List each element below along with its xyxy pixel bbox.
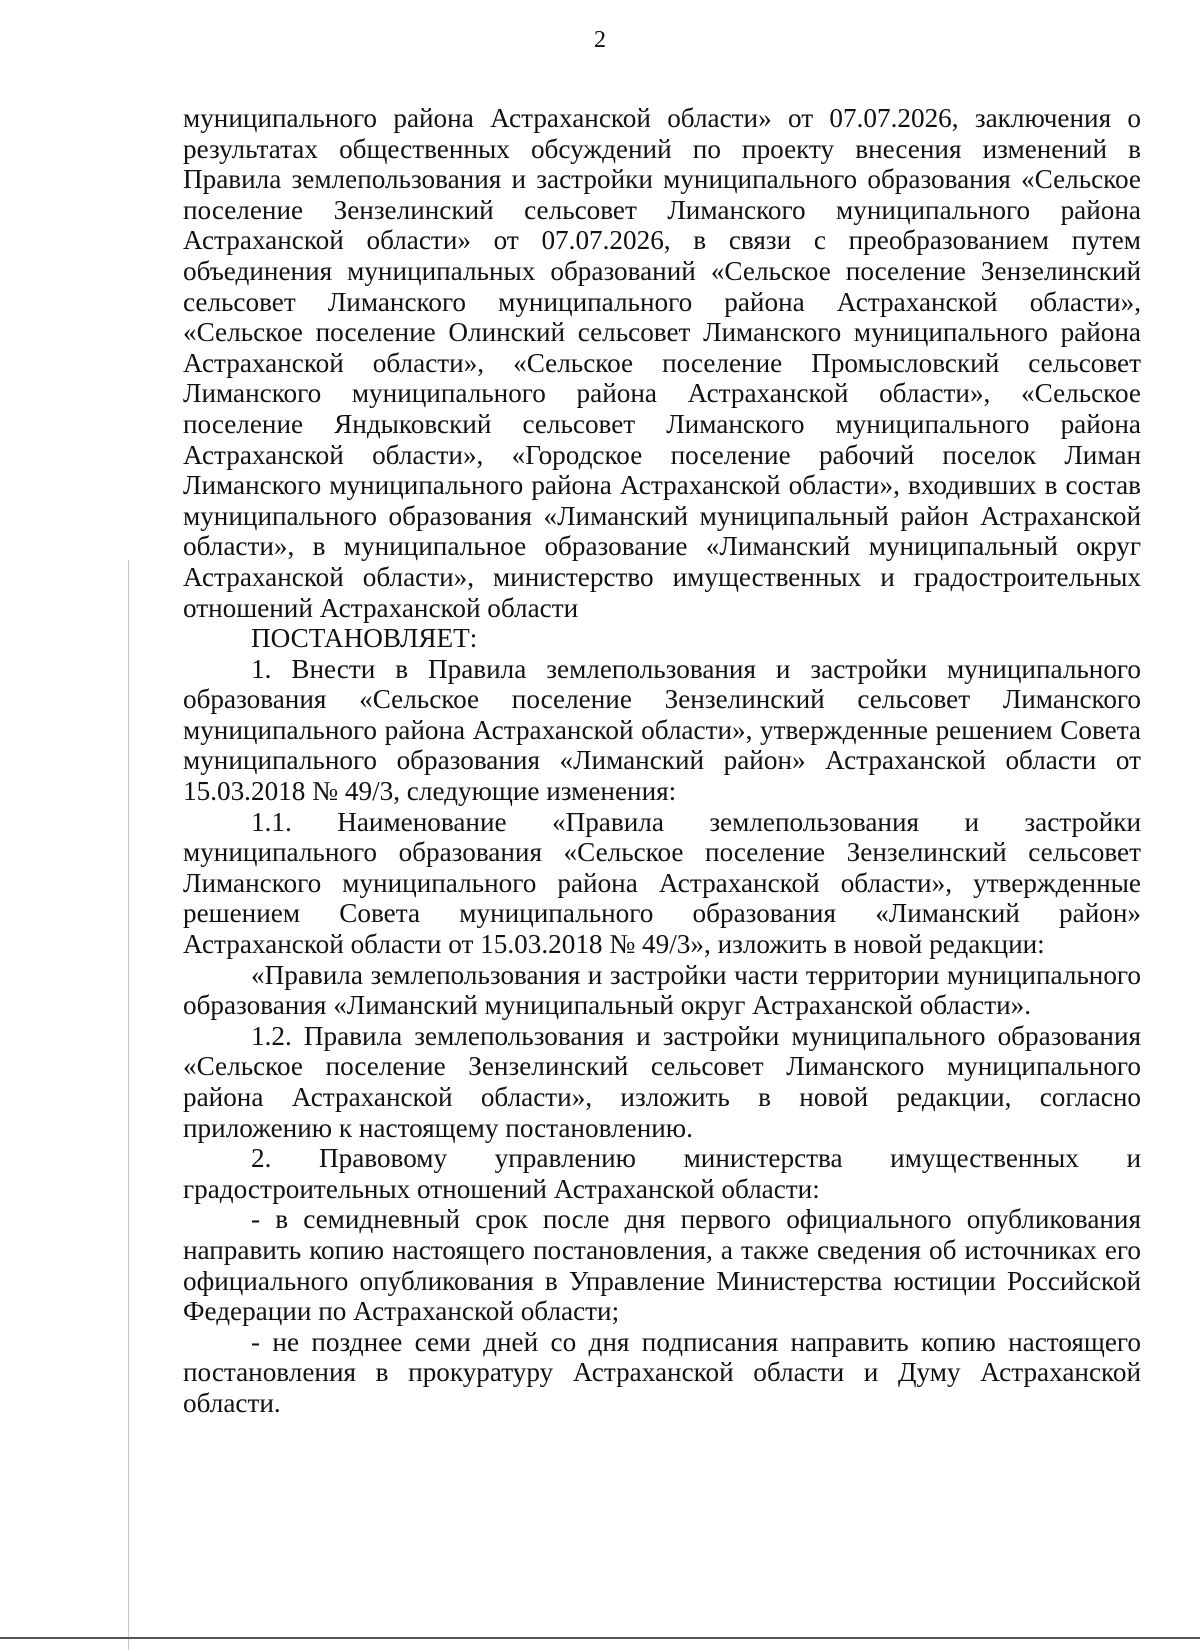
paragraph-preamble-continuation: муниципального района Астраханской области» от 07.07.2026, заключения о результатах общественных обсуждений по проекту внесения изменений в Правила землепользования и застройки муниципального образования «Сельское поселение Зензелинский сельсовет Лиманского муниципального района Астраханской области» от 07.07.2026, в связи с преобразованием путем объединения муниципальных образований «Сельское поселение Зензелинский сельсовет Лиманского муниципального района Астраханской области», «Сельское поселение Олинский сельсовет Лиманского муниципального района Астраханской области», «Сельское поселение Промысловский сельсовет Лиманского муниципального района Астраханской области», «Сельское поселение Яндыковский сельсовет Лиманского муниципального района Астраханской области», «Городское поселение рабочий поселок Лиман Лиманского муниципального района Астраханской области», входивших в состав муниципального образования «Лиманский муниципальный район Астраханской области», в муниципальное образование «Лиманский муниципальный округ Астраханской области», министерство имущественных и градостроительных отношений Астраханской области <box>183 103 1141 623</box>
paragraph-item-1: 1. Внести в Правила землепользования и застройки муниципального образования «Сельское поселение Зензелинский сельсовет Лиманского муниципального района Астраханской области», утвержденные решением Совета муниципального образования «Лиманский район» Астраханской области от 15.03.2018 № 49/3, следующие изменения: <box>183 653 1141 807</box>
page-number: 2 <box>594 27 606 53</box>
paragraph-item-2-bullet-1: - в семидневный срок после дня первого официального опубликования направить копию настоящего постановления, а также сведения об источниках его официального опубликования в Управление Министерства юстиции Российской Федерации по Астраханской области; <box>183 1204 1141 1327</box>
scan-bottom-edge <box>0 1637 1200 1639</box>
paragraph-new-title: «Правила землепользования и застройки части территории муниципального образования «Лиманский муниципальный округ Астраханской области». <box>183 959 1141 1021</box>
paragraph-item-2: 2. Правовому управлению министерства имущественных и градостроительных отношений Астраханской области: <box>183 1143 1141 1204</box>
paragraph-item-1-2: 1.2. Правила землепользования и застройки муниципального образования «Сельское поселение Зензелинский сельсовет Лиманского муниципального района Астраханской области», изложить в новой редакции, согласно приложению к настоящему постановлению. <box>183 1020 1141 1143</box>
paragraph-item-2-bullet-2: - не позднее семи дней со дня подписания направить копию настоящего постановления в прокуратуру Астраханской области и Думу Астраханской области. <box>183 1326 1141 1418</box>
scan-margin-line <box>128 560 129 1650</box>
paragraph-resolves: ПОСТАНОВЛЯЕТ: <box>251 623 478 654</box>
paragraph-item-1-1: 1.1. Наименование «Правила землепользования и застройки муниципального образования «Сельское поселение Зензелинский сельсовет Лиманского муниципального района Астраханской области», утвержденные решением Совета муниципального образования «Лиманский район» Астраханской области от 15.03.2018 № 49/3», изложить в новой редакции: <box>183 806 1141 960</box>
document-body <box>183 103 1141 1419</box>
